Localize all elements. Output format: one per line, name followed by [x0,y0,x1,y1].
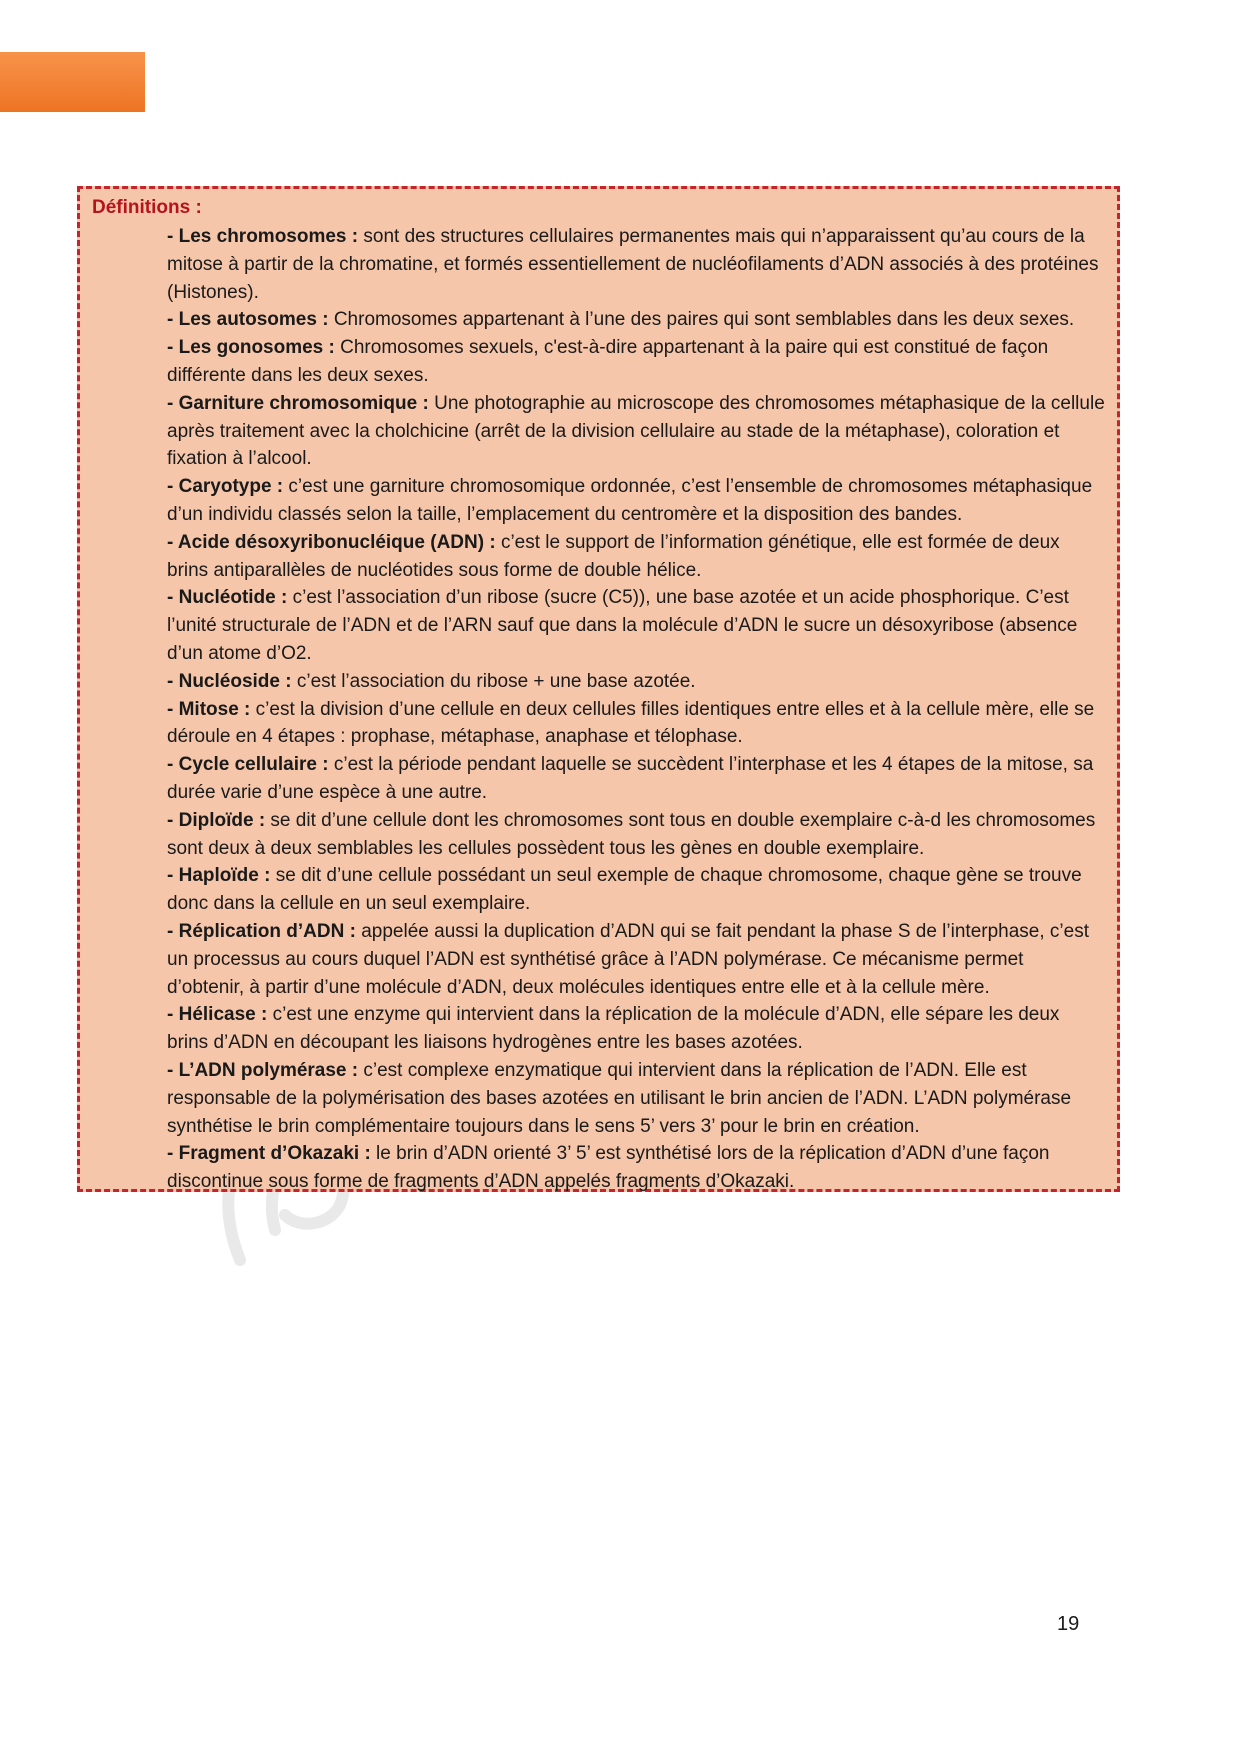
definitions-box [77,186,1120,1192]
definition-item [167,668,1105,696]
definition-item [167,751,1105,807]
definition-text: c’est complexe enzymatique qui intervient dans la réplication de l’ADN. Elle est responsable de la polymérisation des bases azotées en utilisant le brin ancien de l’ADN. L’ADN polymérase synthétise le brin complémentaire toujours dans le sens 5’ vers 3’ pour le brin en création. [167,1059,1072,1137]
definition-text: Chromosomes sexuels, c'est-à-dire appartenant à la paire qui est constitué de façon différente dans les deux sexes. [167,337,1049,386]
definition-text: sont des structures cellulaires permanentes mais qui n’apparaissent qu’au cours de la mitose à partir de la chromatine, et formés essentiellement de nucléofilaments d’ADN associés à des protéines (Histones). [167,226,1099,303]
definition-item [167,1140,1105,1196]
definition-term: - Réplication d’ADN : [167,920,356,942]
definition-term: - Fragment d’Okazaki : [167,1143,371,1165]
definition-text: c’est une enzyme qui intervient dans la réplication de la molécule d’ADN, elle sépare les deux brins d’ADN en découpant les liaisons hydrogènes entre les bases azotées. [167,1004,1060,1054]
definition-text: c’est le support de l’information génétique, elle est formée de deux brins antiparallèles de nucléotides sous forme de double hélice. [167,531,1060,581]
definition-text: c’est l’association du ribose + une base azotée. [291,670,696,692]
definition-item [167,584,1105,667]
definition-item [167,1057,1105,1140]
definition-item [167,529,1105,585]
definitions-list [92,223,1105,1196]
definitions-title: Définitions : [92,197,202,218]
definition-term: - Hélicase : [167,1004,268,1026]
definition-item [167,334,1105,390]
definition-term: - Nucléotide : [167,587,288,609]
definition-term: - L’ADN polymérase : [167,1059,359,1081]
header-accent-tab [0,52,145,112]
definition-text: se dit d’une cellule possédant un seul exemple de chaque chromosome, chaque gène se trouve donc dans la cellule en un seul exemplaire. [167,865,1082,915]
definition-item [167,696,1105,752]
page-number: 19 [1057,1613,1080,1635]
definition-term: - Diploïde : [167,809,266,831]
definition-item [167,1001,1105,1057]
definition-text: c’est l’association d’un ribose (sucre (C5)), une base azotée et un acide phosphorique. C’est l’unité structurale de l’ADN et de l’ARN sauf que dans la molécule d’ADN le sucre un désoxyribose (absence d’un atome d’O2. [167,587,1078,664]
definition-term: - Caryotype : [167,476,284,498]
definition-item [167,473,1105,529]
definition-text: le brin d’ADN orienté 3’ 5’ est synthétisé lors de la réplication d’ADN d’une façon discontinue sous forme de fragments d’ADN appelés fragments d’Okazaki. [167,1143,1050,1193]
definition-item [167,807,1105,863]
definition-text: Une photographie au microscope des chromosomes métaphasique de la cellule après traitement avec la cholchicine (arrêt de la division cellulaire au stade de la métaphase), coloration et fixation à l’alcool. [167,392,1105,470]
definition-term: - Garniture chromosomique : [167,392,429,414]
definition-text: c’est la division d’une cellule en deux cellules filles identiques entre elles et à la cellule mère, elle se déroule en 4 étapes : prophase, métaphase, anaphase et télophase. [167,698,1095,748]
definition-text: se dit d’une cellule dont les chromosomes sont tous en double exemplaire c-à-d les chromosomes sont deux à deux semblables les cellules possèdent tous les gènes en double exemplaire. [167,809,1096,859]
definition-text: c’est une garniture chromosomique ordonnée, c’est l’ensemble de chromosomes métaphasique d’un individu classés selon la taille, l’emplacement du centromère et la disposition des bandes. [167,476,1093,525]
definition-term: - Les autosomes : [167,309,329,331]
definition-item [167,306,1105,334]
definition-term: - Mitose : [167,698,251,720]
definition-text: appelée aussi la duplication d’ADN qui se fait pendant la phase S de l’interphase, c’est un processus au cours duquel l’ADN est synthétisé grâce à l’ADN polymérase. Ce mécanisme permet d’obtenir, à partir d’une molécule d’ADN, deux molécules identiques entre elle et à la cellule mère. [167,920,1089,998]
definition-term: - Haploïde : [167,865,271,887]
definition-term: - Les chromosomes : [167,226,359,247]
definition-text: Chromosomes appartenant à l’une des paires qui sont semblables dans les deux sexes. [328,309,1075,331]
definition-item [167,862,1105,918]
definition-item [167,390,1105,473]
definition-term: - Les gonosomes : [167,337,335,359]
definition-item [167,223,1105,306]
definition-term: - Nucléoside : [167,670,292,692]
definition-text: c’est la période pendant laquelle se succèdent l’interphase et les 4 étapes de la mitose, sa durée varie d’une espèce à une autre. [167,754,1094,803]
definition-term: - Acide désoxyribonucléique (ADN) : [167,531,496,553]
definition-item [167,918,1105,1001]
definition-term: - Cycle cellulaire : [167,754,329,776]
